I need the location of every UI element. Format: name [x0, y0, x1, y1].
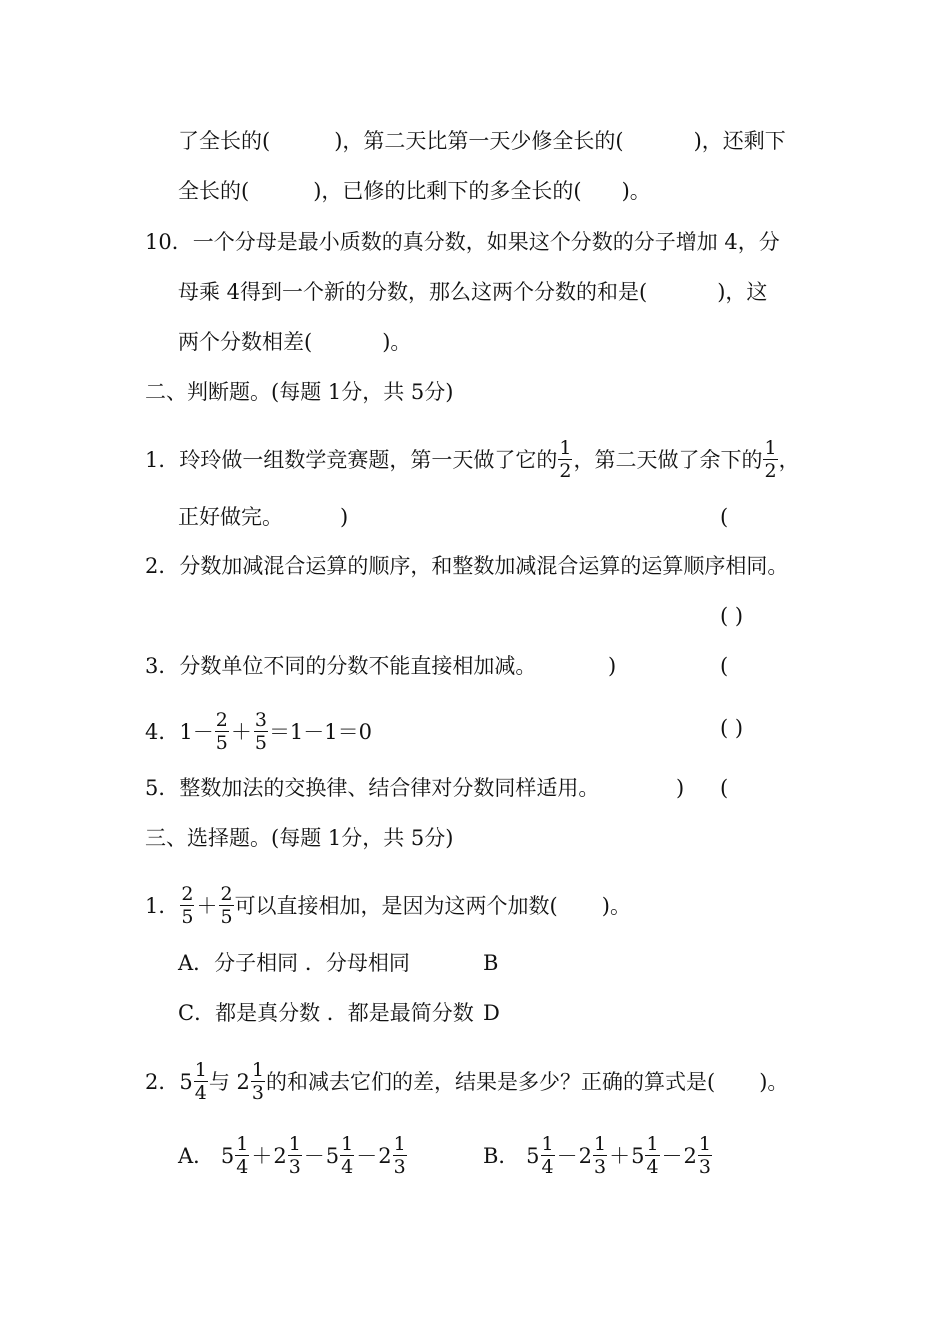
s2-q4-line: 4．1－ $\frac{2}{5}$ ＋ $\frac{3}{5}$ ＝1－1＝0	[145, 709, 373, 754]
s3-q1-option-d[interactable]: D	[483, 1001, 500, 1025]
section2-title: 二、判断题。(每题 1分，共 5分)	[145, 380, 454, 404]
s2-q2-answer-paren[interactable]: ( )	[720, 604, 744, 628]
section3-title: 三、选择题。(每题 1分，共 5分)	[145, 826, 454, 850]
fraction: $\frac{2}{5}$	[220, 883, 233, 928]
s3-q1-option-a[interactable]: A．分子相同 ．分母相同	[178, 951, 410, 975]
fraction: $\frac{1}{3}$	[251, 1059, 264, 1104]
s2-q3-line: 3．分数单位不同的分数不能直接相加减。	[145, 654, 537, 678]
q9-line1: 了全长的( )，第二天比第一天少修全长的( )，还剩下	[178, 129, 786, 153]
q10-line3: 两个分数相差( )。	[178, 330, 412, 354]
fraction: $\frac{1}{2}$	[764, 437, 777, 482]
mixed-number: 5 $\frac{1}{4}$	[325, 1133, 354, 1178]
mixed-number: 5 $\frac{1}{4}$	[631, 1133, 659, 1178]
s3-q2-option-b[interactable]: B． 5 $\frac{1}{4}$ －2 $\frac{1}{3}$ ＋5 $\frac{1}{4}$ －2 $\frac{1}{3}$	[483, 1133, 711, 1178]
s2-q1-line1: 1．玲玲做一组数学竞赛题，第一天做了它的 $\frac{1}{2}$ ，第二天做了余下的 $\frac{1}{2}$ ，	[145, 437, 800, 482]
s2-q1-answer-paren[interactable]: (	[720, 505, 729, 529]
mixed-number: 2 $\frac{1}{3}$	[378, 1133, 406, 1178]
fraction: $\frac{2}{5}$	[181, 883, 194, 928]
fraction: $\frac{1}{2}$	[559, 437, 572, 482]
s2-q5-paren-close: )	[676, 776, 685, 800]
s2-q2-line1: 2．分数加减混合运算的顺序，和整数加减混合运算的运算顺序相同。	[145, 554, 789, 578]
s3-q1-line: 1． $\frac{2}{5}$ ＋ $\frac{2}{5}$ 可以直接相加，是因为这两个加数( )。	[145, 883, 631, 928]
s3-q1-option-b[interactable]: B	[483, 951, 499, 975]
mixed-number: 2 $\frac{1}{3}$	[683, 1133, 711, 1178]
s3-q1-option-c[interactable]: C．都是真分数 ．都是最简分数	[178, 1001, 474, 1025]
mixed-number: 5 $\frac{1}{4}$	[220, 1133, 249, 1178]
mixed-number: 2 $\frac{1}{3}$	[578, 1133, 607, 1178]
fraction: $\frac{3}{5}$	[254, 709, 267, 754]
s2-q1-line2: 正好做完。	[178, 505, 283, 529]
s3-q2-line: 2．5 $\frac{1}{4}$ 与 2 $\frac{1}{3}$ 的和减去它们的差，结果是多少？正确的算式是( )。	[145, 1059, 789, 1104]
s2-q1-paren-close: )	[340, 505, 349, 529]
s2-q3-answer-paren[interactable]: (	[720, 654, 729, 678]
s2-q5-answer-paren[interactable]: (	[720, 776, 729, 800]
fraction: $\frac{1}{4}$	[194, 1059, 207, 1104]
mixed-number: 5 $\frac{1}{4}$	[526, 1133, 554, 1178]
fraction: $\frac{2}{5}$	[215, 709, 228, 754]
mixed-number: 2 $\frac{1}{3}$	[273, 1133, 301, 1178]
s2-q4-answer-paren[interactable]: ( )	[720, 716, 744, 740]
s2-q5-line: 5．整数加法的交换律、结合律对分数同样适用。	[145, 776, 600, 800]
s2-q3-paren-close: )	[608, 654, 617, 678]
q10-line2: 母乘 4得到一个新的分数，那么这两个分数的和是( )，这	[178, 280, 768, 304]
q10-line1: 10．一个分母是最小质数的真分数，如果这个分数的分子增加 4，分	[145, 230, 780, 254]
s3-q2-option-a[interactable]: A． 5 $\frac{1}{4}$ ＋2 $\frac{1}{3}$ －5 $\frac{1}{4}$ －2 $\frac{1}{3}$	[178, 1133, 406, 1178]
q9-line2: 全长的( )，已修的比剩下的多全长的( )。	[178, 179, 651, 203]
